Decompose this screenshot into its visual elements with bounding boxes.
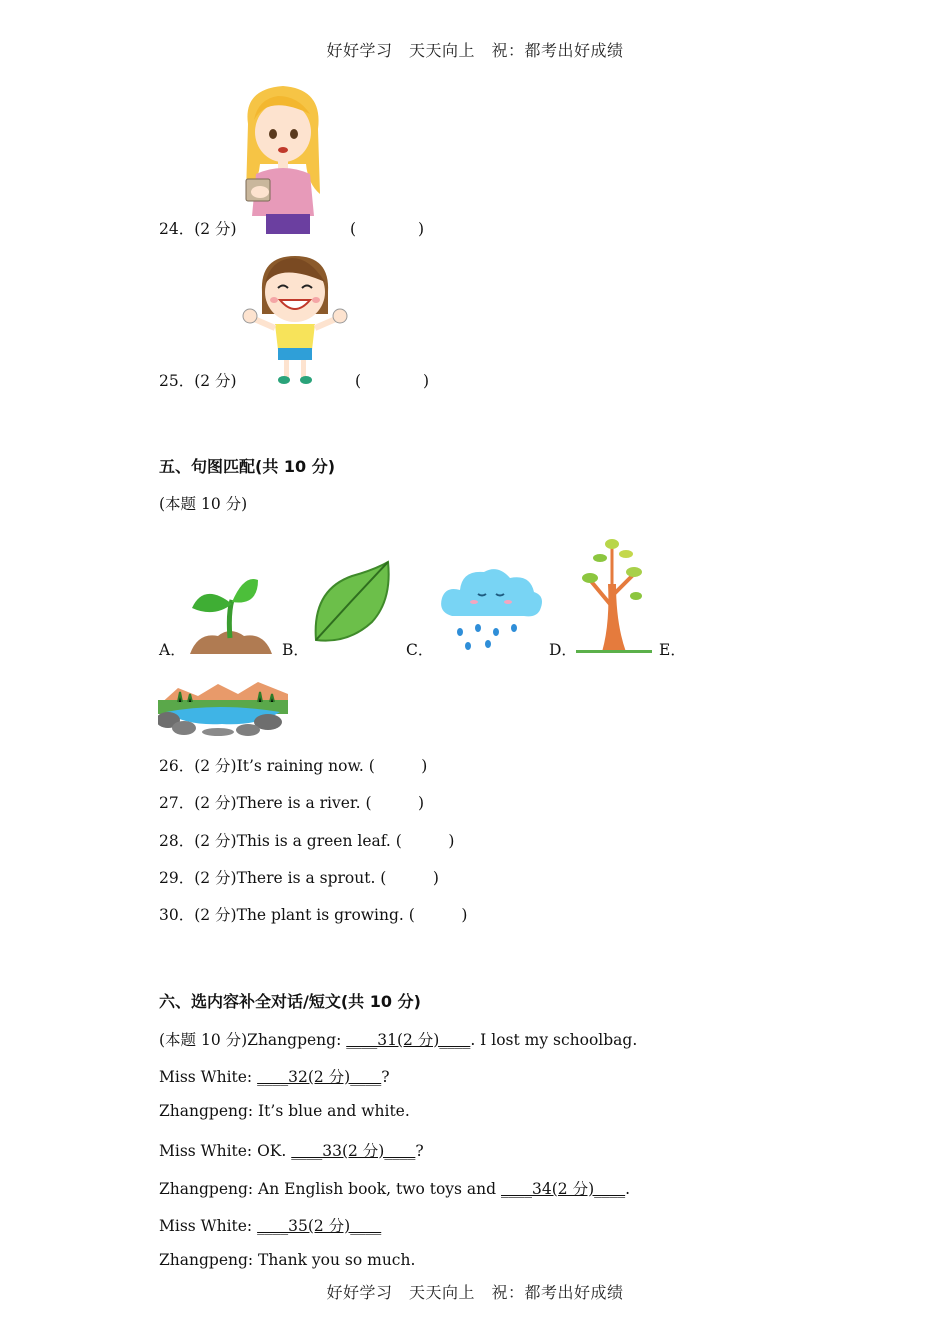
question-26[interactable]: 26．(2 分)It’s raining now. ( ): [159, 757, 428, 775]
green-leaf-icon: [312, 560, 392, 644]
dialogue-text: Zhangpeng: An English book, two toys and: [159, 1180, 502, 1198]
blank-31[interactable]: ____31(2 分)____: [346, 1031, 471, 1049]
sprout-icon: [188, 574, 274, 656]
dialogue-text: (本题 10 分)Zhangpeng:: [159, 1031, 347, 1049]
dialogue-text: ?: [415, 1142, 424, 1160]
blank-34[interactable]: ____34(2 分)____: [501, 1180, 626, 1198]
dialogue-line: [159, 1065, 390, 1087]
dialogue-line: [159, 1214, 381, 1236]
dialogue-text: Miss White:: [159, 1217, 258, 1235]
dialogue-text: Zhangpeng: Thank you so much.: [159, 1251, 416, 1269]
question-27[interactable]: 27．(2 分)There is a river. ( ): [159, 794, 425, 812]
growing-tree-icon: [576, 534, 652, 656]
page-footer: 好好学习 天天向上 祝：都考出好成绩: [326, 1283, 624, 1302]
dialogue-text: Miss White:: [159, 1068, 258, 1086]
dialogue-text: ?: [381, 1068, 390, 1086]
dialogue-line: [159, 1139, 424, 1161]
section-5-note: (本题 10 分): [159, 495, 248, 513]
dialogue-text: .: [625, 1180, 631, 1198]
section-6-title: 六、选内容补全对话/短文(共 10 分): [159, 992, 421, 1011]
option-c-label: C．: [406, 641, 434, 659]
smiling-girl-illustration: [240, 252, 350, 386]
blank-33[interactable]: ____33(2 分)____: [291, 1142, 416, 1160]
section-5-title: 五、句图匹配(共 10 分): [159, 457, 336, 476]
option-b-label: B．: [282, 641, 309, 659]
dialogue-line: [159, 1028, 637, 1050]
question-25-label: 25．(2 分): [159, 372, 237, 390]
blank-35[interactable]: ____35(2 分)____: [257, 1217, 382, 1235]
question-28[interactable]: 28．(2 分)This is a green leaf. ( ): [159, 832, 455, 850]
dialogue-text: Miss White: OK.: [159, 1142, 292, 1160]
girl-reading-illustration: [238, 84, 328, 234]
dialogue-line: [159, 1102, 410, 1120]
question-30[interactable]: 30．(2 分)The plant is growing. ( ): [159, 906, 468, 924]
rain-cloud-icon: [438, 566, 544, 652]
page-header: 好好学习 天天向上 祝：都考出好成绩: [326, 41, 624, 60]
question-29[interactable]: 29．(2 分)There is a sprout. ( ): [159, 869, 439, 887]
option-a-label: A．: [159, 641, 186, 659]
question-25-answer-paren[interactable]: ( ): [355, 372, 430, 390]
option-d-label: D．: [549, 641, 577, 659]
river-landscape-icon: [158, 680, 288, 736]
option-e-label: E．: [659, 641, 686, 659]
dialogue-text: Zhangpeng: It’s blue and white.: [159, 1102, 410, 1120]
dialogue-text: . I lost my schoolbag.: [470, 1031, 638, 1049]
dialogue-line: [159, 1177, 630, 1199]
dialogue-line: [159, 1251, 415, 1269]
question-24-answer-paren[interactable]: ( ): [350, 220, 425, 238]
question-24-label: 24．(2 分): [159, 220, 237, 238]
blank-32[interactable]: ____32(2 分)____: [257, 1068, 382, 1086]
